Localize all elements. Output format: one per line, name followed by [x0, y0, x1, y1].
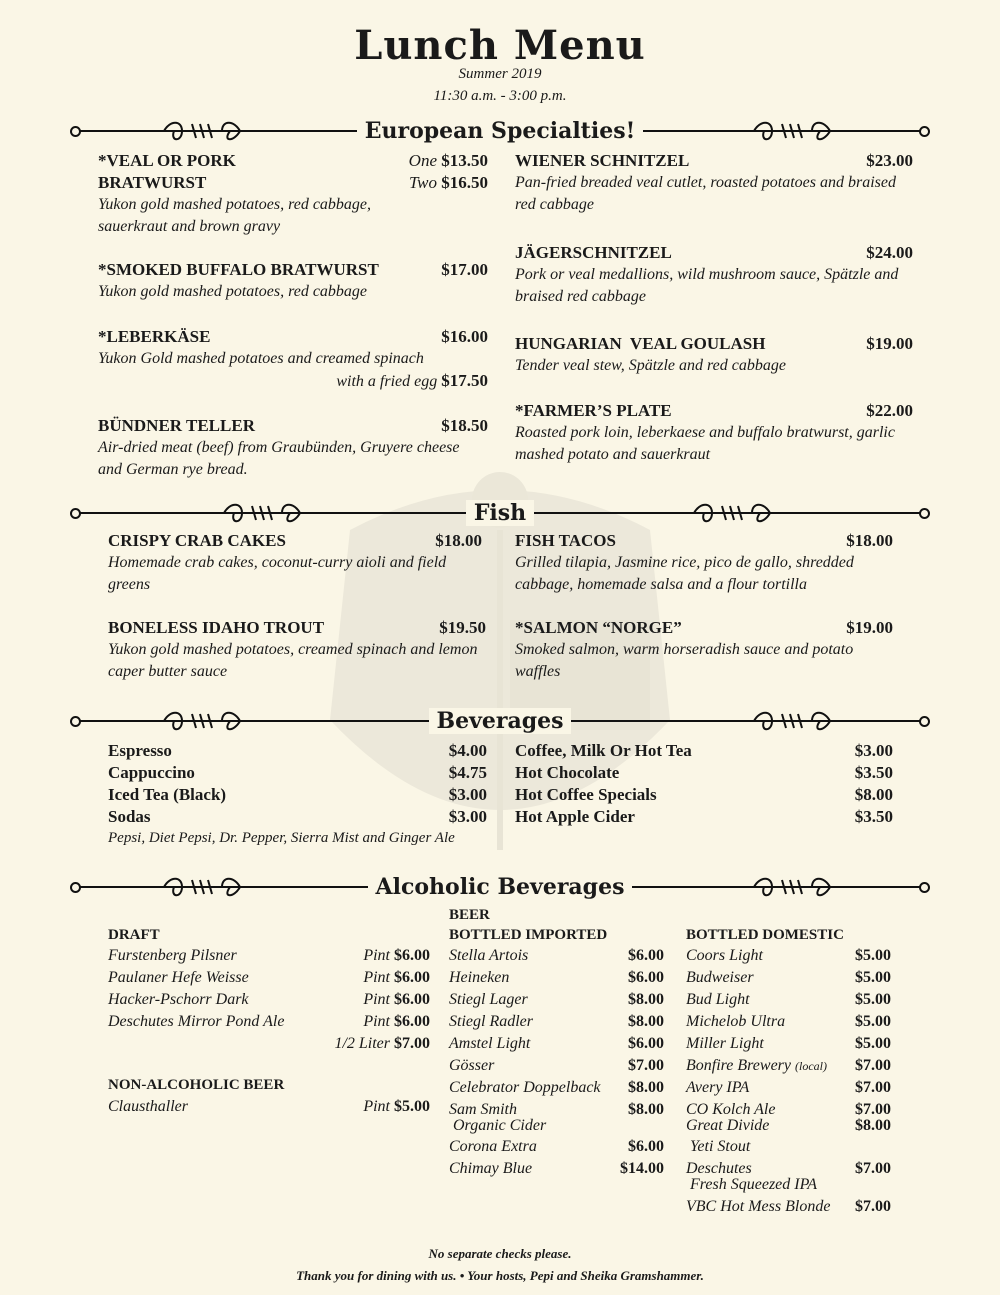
nonalc-header: NON-ALCOHOLIC BEER: [108, 1077, 285, 1093]
menu-item-farmers-plate: *FARMER’S PLATE $22.00 Roasted pork loin, leberkaese and buffalo bratwurst, garlic mashed potato and sauerkraut: [515, 400, 913, 466]
item-description: Tender veal stew, Spätzle and red cabbage: [515, 357, 786, 374]
section-divider-alcoholic: [70, 872, 930, 902]
menu-item-leberkase: *LEBERKÄSE $16.00 Yukon Gold mashed potatoes and creamed spinach with a fried egg $17.50: [98, 327, 488, 390]
item-price: $24.00: [866, 243, 913, 262]
section-divider-beverages: [70, 706, 930, 736]
item-price: $23.00: [866, 151, 913, 170]
footer-checks-note: No separate checks please.: [428, 1246, 572, 1261]
menu-item-buffalo-bratwurst: *SMOKED BUFFALO BRATWURST $17.00 Yukon gold mashed potatoes, red cabbage: [98, 259, 488, 303]
hours-label: 11:30 a.m. - 3:00 p.m.: [433, 88, 567, 104]
item-description: Air-dried meat (beef) from Graubünden, Gruyere cheese and German rye bread.: [98, 439, 460, 478]
section-divider-european: [70, 116, 930, 146]
item-price: $18.00: [435, 531, 482, 550]
footer-thanks: Thank you for dining with us. • Your hosts, Pepi and Sheika Gramshammer.: [296, 1268, 704, 1283]
item-price: $19.50: [439, 618, 486, 637]
menu-item-bundner-teller: BÜNDNER TELLER $18.50 Air-dried meat (beef) from Graubünden, Gruyere cheese and German rye bread.: [98, 415, 488, 481]
menu-title: Lunch Menu: [354, 22, 646, 69]
price-one: One $13.50: [408, 151, 488, 170]
section-title-alcoholic: Alcoholic Beverages: [368, 874, 633, 900]
item-description: Pork or veal medallions, wild mushroom sauce, Spätzle and braised red cabbage: [515, 266, 899, 305]
price-two: Two $16.50: [408, 173, 488, 192]
menu-item-crab-cakes: CRISPY CRAB CAKES $18.00 Homemade crab cakes, coconut-curry aioli and field greens: [108, 530, 482, 596]
menu-item-wiener-schnitzel: WIENER SCHNITZEL $23.00 Pan-fried breaded veal cutlet, roasted potatoes and braised red cabbage: [515, 150, 913, 216]
section-title-fish: Fish: [466, 500, 534, 526]
imported-header: BOTTLED IMPORTED: [449, 927, 608, 943]
menu-item-idaho-trout: BONELESS IDAHO TROUT $19.50 Yukon gold mashed potatoes, creamed spinach and lemon caper butter sauce: [108, 617, 486, 683]
section-divider-fish: [70, 498, 930, 528]
draft-header: DRAFT: [108, 927, 160, 943]
item-price: $17.00: [441, 260, 488, 279]
item-price: $18.00: [846, 531, 893, 550]
item-price: $22.00: [866, 401, 913, 420]
menu-item-bratwurst: *VEAL OR PORK BRATWURST One $13.50 Two $16.50 Yukon gold mashed potatoes, red cabbage, sauerkraut and brown gravy: [98, 150, 488, 238]
menu-item-veal-goulash: HUNGARIAN VEAL GOULASH $19.00 Tender veal stew, Spätzle and red cabbage: [515, 333, 913, 377]
sodas-note: Pepsi, Diet Pepsi, Dr. Pepper, Sierra Mist and Ginger Ale: [108, 830, 455, 846]
beer-label: BEER: [449, 907, 490, 923]
section-title-beverages: Beverages: [429, 708, 572, 734]
item-description: Yukon Gold mashed potatoes and creamed spinach: [98, 350, 424, 367]
domestic-header: BOTTLED DOMESTIC: [686, 927, 844, 943]
item-description: Yukon gold mashed potatoes, red cabbage: [98, 283, 368, 300]
item-description: Smoked salmon, warm horseradish sauce and potato waffles: [515, 641, 854, 680]
menu-item-jagerschnitzel: JÄGERSCHNITZEL $24.00 Pork or veal medallions, wild mushroom sauce, Spätzle and braised red cabbage: [515, 242, 913, 308]
item-description: Yukon gold mashed potatoes, red cabbage, sauerkraut and brown gravy: [98, 196, 372, 235]
section-title-european: European Specialties!: [357, 118, 644, 144]
item-price: $18.50: [441, 416, 488, 435]
item-description: Homemade crab cakes, coconut-curry aioli and field greens: [108, 554, 447, 593]
season-label: Summer 2019: [458, 66, 542, 82]
item-price: $19.00: [846, 618, 893, 637]
menu-item-fish-tacos: FISH TACOS $18.00 Grilled tilapia, Jasmine rice, pico de gallo, shredded cabbage, homemade salsa and a flour tortilla: [515, 530, 893, 596]
item-price: $19.00: [866, 334, 913, 353]
item-price: $16.00: [441, 327, 488, 346]
item-description: Grilled tilapia, Jasmine rice, pico de gallo, shredded cabbage, homemade salsa and a flour tortilla: [515, 554, 854, 593]
item-description: Roasted pork loin, leberkaese and buffalo bratwurst, garlic mashed potato and sauerkraut: [515, 424, 895, 463]
item-description: Pan-fried breaded veal cutlet, roasted potatoes and braised red cabbage: [515, 174, 896, 213]
menu-item-salmon-norge: *SALMON “NORGE” $19.00 Smoked salmon, warm horseradish sauce and potato waffles: [515, 617, 893, 683]
item-description: Yukon gold mashed potatoes, creamed spinach and lemon caper butter sauce: [108, 641, 478, 680]
